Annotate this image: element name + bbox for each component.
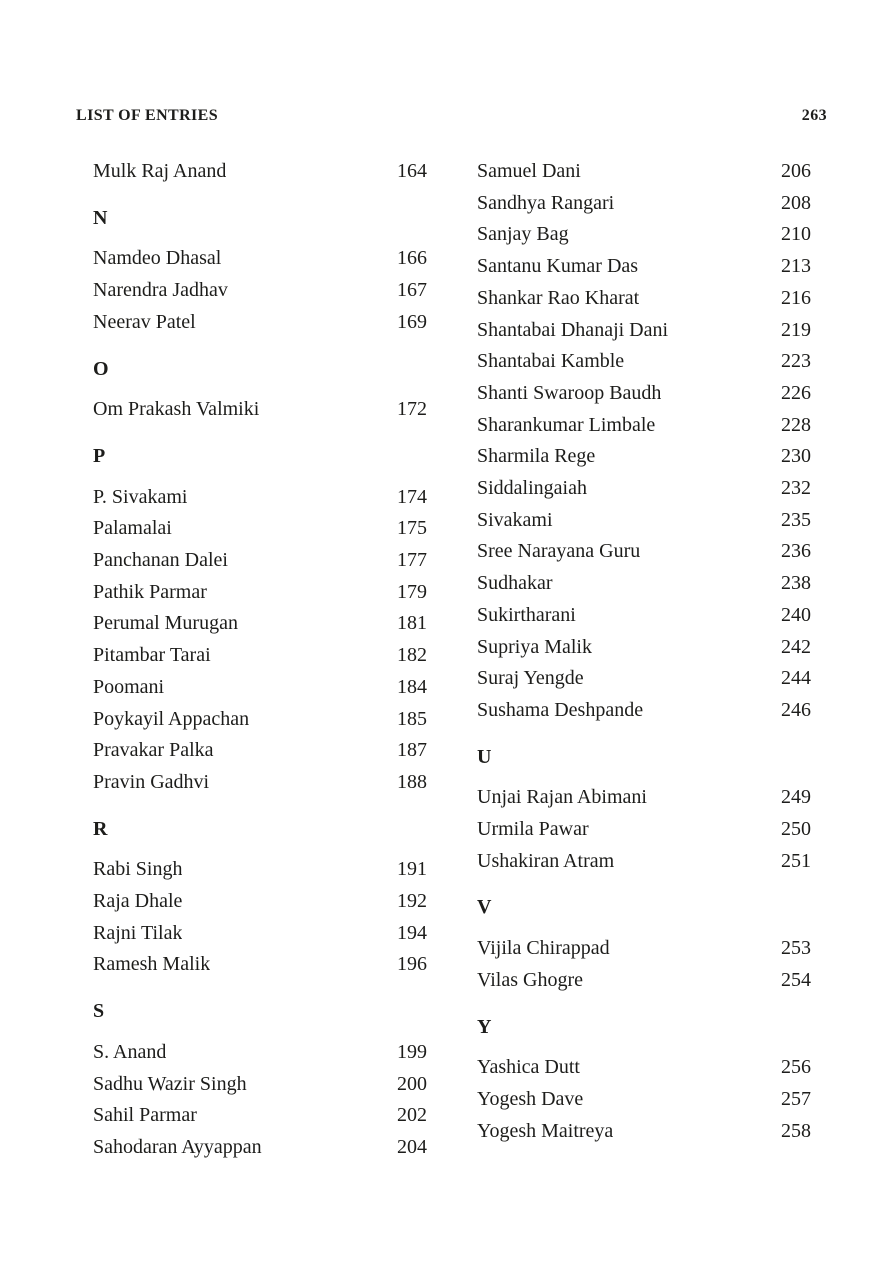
index-entry-row (93, 608, 427, 640)
index-entry-row (477, 1116, 811, 1148)
entry-name: Sudhakar (477, 572, 553, 595)
entry-name: Sharankumar Limbale (477, 413, 656, 436)
entry-name: Namdeo Dhasal (93, 247, 222, 270)
entry-page-number: 244 (781, 667, 811, 690)
entry-page-number: 223 (781, 350, 811, 373)
entry-page-number: 216 (781, 286, 811, 309)
entry-name: Shankar Rao Kharat (477, 286, 640, 309)
entry-page-number: 177 (397, 549, 427, 572)
entry-name: Supriya Malik (477, 635, 592, 658)
entry-name: Narendra Jadhav (93, 279, 228, 302)
index-entry-row (477, 441, 811, 473)
index-entry-row (93, 918, 427, 950)
entry-page-number: 172 (397, 398, 427, 421)
section-letter: U (477, 745, 492, 768)
index-entry-row (93, 394, 427, 426)
index-entry-row (93, 640, 427, 672)
index-entry-row (477, 965, 811, 997)
entry-page-number: 219 (781, 318, 811, 341)
entry-page-number: 208 (781, 191, 811, 214)
entry-page-number: 184 (397, 675, 427, 698)
entry-name: Perumal Murugan (93, 612, 238, 635)
entry-page-number: 175 (397, 517, 427, 540)
entry-name: Om Prakash Valmiki (93, 398, 260, 421)
index-entry-row (93, 156, 427, 188)
entry-page-number: 232 (781, 477, 811, 500)
entry-page-number: 249 (781, 786, 811, 809)
entry-name: Rabi Singh (93, 858, 183, 881)
entry-name: Santanu Kumar Das (477, 255, 639, 278)
entry-name: Pravin Gadhvi (93, 770, 210, 793)
section-letter: Y (477, 1015, 492, 1038)
entry-name: Neerav Patel (93, 310, 196, 333)
entry-page-number: 169 (397, 310, 427, 333)
entry-name: Ushakiran Atram (477, 849, 615, 872)
entry-page-number: 187 (397, 739, 427, 762)
index-entry-row (93, 704, 427, 736)
index-entry-row (477, 505, 811, 537)
index-entry-row (477, 536, 811, 568)
index-entry-row (477, 156, 811, 188)
entry-page-number: 240 (781, 603, 811, 626)
entry-page-number: 204 (397, 1135, 427, 1158)
index-entry-row (477, 473, 811, 505)
entry-page-number: 250 (781, 818, 811, 841)
entry-name: Shantabai Kamble (477, 350, 625, 373)
entry-name: Sushama Deshpande (477, 698, 644, 721)
entry-page-number: 191 (397, 858, 427, 881)
index-entry-row (477, 1052, 811, 1084)
index-entry-row (93, 1100, 427, 1132)
entry-page-number: 182 (397, 644, 427, 667)
index-entry-row (477, 632, 811, 664)
entry-page-number: 246 (781, 698, 811, 721)
index-entry-row (93, 735, 427, 767)
section-letter: R (93, 817, 108, 840)
entry-name: Sahodaran Ayyappan (93, 1135, 262, 1158)
entry-page-number: 256 (781, 1056, 811, 1079)
entry-name: P. Sivakami (93, 485, 188, 508)
entry-name: Rajni Tilak (93, 921, 183, 944)
entry-name: Shantabai Dhanaji Dani (477, 318, 669, 341)
entry-name: Sanjay Bag (477, 223, 569, 246)
index-entry-row (477, 315, 811, 347)
section-letter: V (477, 896, 492, 919)
entry-page-number: 164 (397, 160, 427, 182)
index-entry-row (93, 577, 427, 609)
entry-page-number: 210 (781, 223, 811, 246)
running-head (76, 107, 827, 125)
index-column-left (93, 156, 427, 1164)
entry-name: Panchanan Dalei (93, 549, 228, 572)
index-entry-row (477, 663, 811, 695)
entry-page-number: 166 (397, 247, 427, 270)
entry-page-number: 253 (781, 937, 811, 960)
entry-page-number: 228 (781, 413, 811, 436)
entry-name: Pathik Parmar (93, 580, 207, 603)
entry-name: Sukirtharani (477, 603, 576, 626)
index-entry-row (477, 283, 811, 315)
entry-page-number: 257 (781, 1087, 811, 1110)
index-entry-row (93, 949, 427, 981)
entry-page-number: 238 (781, 572, 811, 595)
entry-page-number: 226 (781, 381, 811, 404)
entry-page-number: 254 (781, 968, 811, 991)
index-entry-row (477, 695, 811, 727)
entry-name: Samuel Dani (477, 160, 581, 182)
section-letter: S (93, 1000, 105, 1023)
index-entry-row (477, 378, 811, 410)
entry-page-number: 200 (397, 1072, 427, 1095)
entry-name: Palamalai (93, 517, 172, 540)
entry-name: Sandhya Rangari (477, 191, 615, 214)
index-entry-row (93, 1132, 427, 1164)
index-entry-row (477, 600, 811, 632)
entry-page-number: 167 (397, 279, 427, 302)
index-entry-row (93, 767, 427, 799)
entry-page-number: 202 (397, 1104, 427, 1127)
index-entry-row (93, 482, 427, 514)
entry-name: Ramesh Malik (93, 953, 211, 976)
entry-page-number: 242 (781, 635, 811, 658)
entry-page-number: 206 (781, 160, 811, 182)
index-entry-row (93, 854, 427, 886)
index-entry-row (477, 219, 811, 251)
index-entry-row (93, 1037, 427, 1069)
section-letter: N (93, 206, 108, 229)
index-entry-row (93, 545, 427, 577)
entry-name: Yashica Dutt (477, 1056, 580, 1079)
index-columns (93, 156, 811, 1164)
page-title: LIST OF ENTRIES (76, 107, 219, 124)
entry-name: Unjai Rajan Abimani (477, 786, 647, 809)
entry-page-number: 258 (781, 1119, 811, 1142)
entry-name: S. Anand (93, 1040, 167, 1063)
index-entry-row (477, 346, 811, 378)
entry-name: Raja Dhale (93, 890, 183, 913)
entry-page-number: 196 (397, 953, 427, 976)
entry-name: Yogesh Maitreya (477, 1119, 614, 1142)
entry-page-number: 185 (397, 707, 427, 730)
entry-name: Pitambar Tarai (93, 644, 211, 667)
entry-page-number: 179 (397, 580, 427, 603)
entry-name: Suraj Yengde (477, 667, 584, 690)
entry-name: Shanti Swaroop Baudh (477, 381, 662, 404)
entry-page-number: 213 (781, 255, 811, 278)
entry-name: Siddalingaiah (477, 477, 587, 500)
entry-page-number: 192 (397, 890, 427, 913)
index-entry-row (477, 782, 811, 814)
index-entry-row (93, 1069, 427, 1101)
entry-page-number: 194 (397, 921, 427, 944)
entry-name: Sivakami (477, 508, 553, 531)
index-entry-row (93, 886, 427, 918)
index-entry-row (93, 307, 427, 339)
index-entry-row (477, 410, 811, 442)
entry-name: Vilas Ghogre (477, 968, 583, 991)
section-letter: O (93, 357, 109, 380)
index-entry-row (477, 846, 811, 878)
index-entry-row (477, 251, 811, 283)
index-entry-row (93, 672, 427, 704)
index-entry-row (477, 1084, 811, 1116)
entry-name: Sharmila Rege (477, 445, 596, 468)
index-entry-row (93, 275, 427, 307)
index-entry-row (93, 243, 427, 275)
entry-page-number: 174 (397, 485, 427, 508)
page-number: 263 (801, 107, 827, 124)
index-entry-row (477, 933, 811, 965)
entry-page-number: 236 (781, 540, 811, 563)
entry-page-number: 230 (781, 445, 811, 468)
entry-page-number: 199 (397, 1040, 427, 1063)
entry-page-number: 188 (397, 770, 427, 793)
index-column-right (477, 156, 811, 1164)
entry-name: Vijila Chirappad (477, 937, 610, 960)
entry-name: Sadhu Wazir Singh (93, 1072, 247, 1095)
entry-name: Pravakar Palka (93, 739, 214, 762)
index-entry-row (93, 513, 427, 545)
index-entry-row (477, 568, 811, 600)
entry-page-number: 251 (781, 849, 811, 872)
entry-name: Sree Narayana Guru (477, 540, 641, 563)
entry-name: Poomani (93, 675, 165, 698)
entry-page-number: 235 (781, 508, 811, 531)
entry-name: Poykayil Appachan (93, 707, 250, 730)
entry-name: Yogesh Dave (477, 1087, 584, 1110)
index-entry-row (477, 188, 811, 220)
index-entry-row (477, 814, 811, 846)
entry-name: Urmila Pawar (477, 818, 589, 841)
entry-page-number: 181 (397, 612, 427, 635)
entry-name: Mulk Raj Anand (93, 160, 227, 182)
section-letter: P (93, 444, 106, 467)
entry-name: Sahil Parmar (93, 1104, 197, 1127)
